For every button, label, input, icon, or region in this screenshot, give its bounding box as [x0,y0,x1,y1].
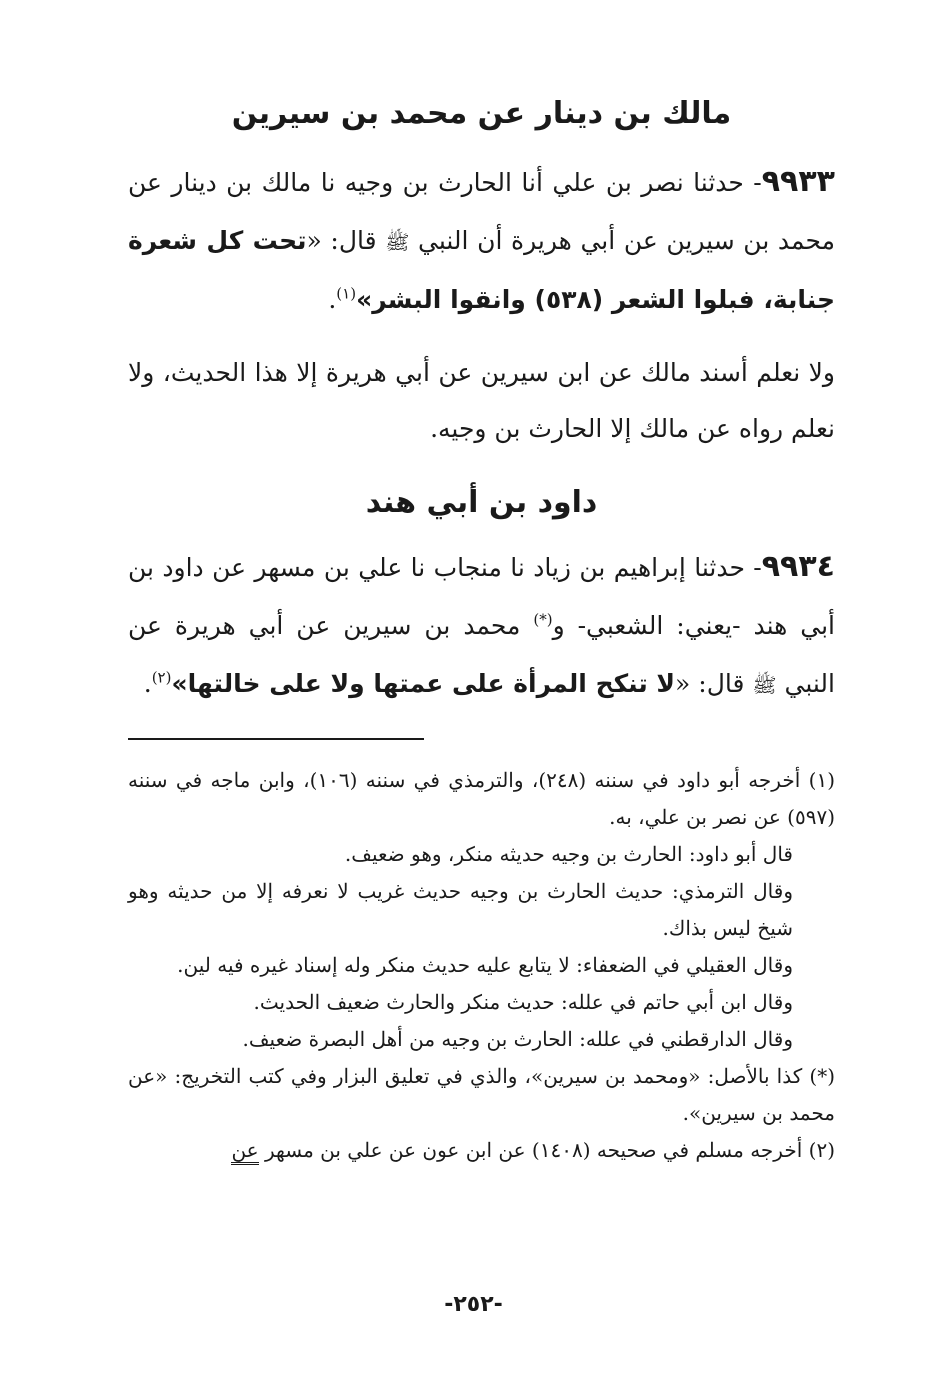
continuation-mark: عن [231,1138,258,1165]
footnote-separator-wrap [128,738,835,740]
hadith-number: ٩٩٣٤ [761,549,835,584]
hadith-text: محمد بن سيرين عن أبي هريرة عن النبي [128,611,835,698]
hadith-matn: تحت كل شعرة جنابة، فبلوا الشعر (٥٣٨) وانقوا البشر [128,226,835,314]
footnote-separator [128,738,424,740]
full-stop: . [328,285,337,314]
hadith-9933 [128,153,835,329]
footnote-1-abu-dawud [128,836,835,873]
hadith-9934 [128,538,835,714]
footnote-ref: (٢) [151,668,172,687]
quote-close: » [171,669,188,698]
quote-close: » [356,285,373,314]
hadith-matn: لا تنكح المرأة على عمتها ولا على خالتها [187,669,676,698]
page-content [128,96,835,1169]
footnote-1-daraqutni [128,1021,835,1058]
footnote-1-ibn-abi-hatim [128,984,835,1021]
footnotes [128,762,835,1169]
footnote-star [128,1058,835,1132]
footnote-text: أخرجه أبو داود في سننه (٢٤٨)، والترمذي في سننه (١٠٦)، وابن ماجه في سننه (٥٩٧) عن نصر بن علي، به. [128,768,835,829]
footnote-text: كذا بالأصل: «ومحمد بن سيرين»، والذي في تعليق البزار وفي كتب التخريج: «عن محمد بن سيرين». [128,1064,835,1125]
footnote-2 [128,1132,835,1169]
footnote-text: قال أبو داود: الحارث بن وجيه حديثه منكر، وهو ضعيف. [344,842,793,866]
footnote-marker: (٢) [808,1138,835,1162]
hadith-text: - حدثنا إبراهيم بن زياد نا منجاب نا علي بن مسهر عن داود بن أبي هند -يعني: الشعبي- و [128,553,835,640]
footnote-ref: (١) [336,284,357,303]
footnote-ref-star: (*) [533,610,553,629]
page-number: -٢٥٢- [444,1292,503,1317]
section-heading-dawud: داود بن أبي هند [365,485,598,520]
footnote-text: وقال الترمذي: حديث الحارث بن وجيه حديث غريب لا نعرفه إلا من حديثه وهو شيخ ليس بذاك. [128,879,793,940]
section-heading-malik: مالك بن دينار عن محمد بن سيرين [231,96,732,131]
hadith-text: قال: « [675,669,753,698]
footnote-text: أخرجه مسلم في صحيحه (١٤٠٨) عن ابن عون عن علي بن مسهر [258,1138,809,1162]
footnote-text: وقال ابن أبي حاتم في علله: حديث منكر والحارث ضعيف الحديث. [253,990,793,1014]
footnote-1-tirmidhi [128,873,835,947]
commentary: ولا نعلم أسند مالك عن ابن سيرين عن أبي هريرة إلا هذا الحديث، ولا نعلم رواه عن مالك إلا الحارث بن وجيه. [128,358,835,443]
footnote-marker: (*) [809,1064,835,1088]
hadith-text: قال: « [306,226,386,255]
footnote-text: وقال الدارقطني في علله: الحارث بن وجيه من أهل البصرة ضعيف. [242,1027,793,1051]
footnote-text: وقال العقيلي في الضعفاء: لا يتابع عليه حديث منكر وله إسناد غيره فيه لين. [177,953,793,977]
salawat-glyph: ﷺ [752,673,777,697]
salawat-glyph: ﷺ [385,230,410,254]
hadith-number: ٩٩٣٣ [761,164,835,199]
footnote-1-uqayli [128,947,835,984]
footnote-1 [128,762,835,836]
hadith-text: - حدثنا نصر بن علي أنا الحارث بن وجيه نا مالك بن دينار عن محمد بن سيرين عن أبي هريرة أن النبي [128,168,835,255]
footnote-marker: (١) [808,768,835,792]
full-stop: . [143,669,152,698]
